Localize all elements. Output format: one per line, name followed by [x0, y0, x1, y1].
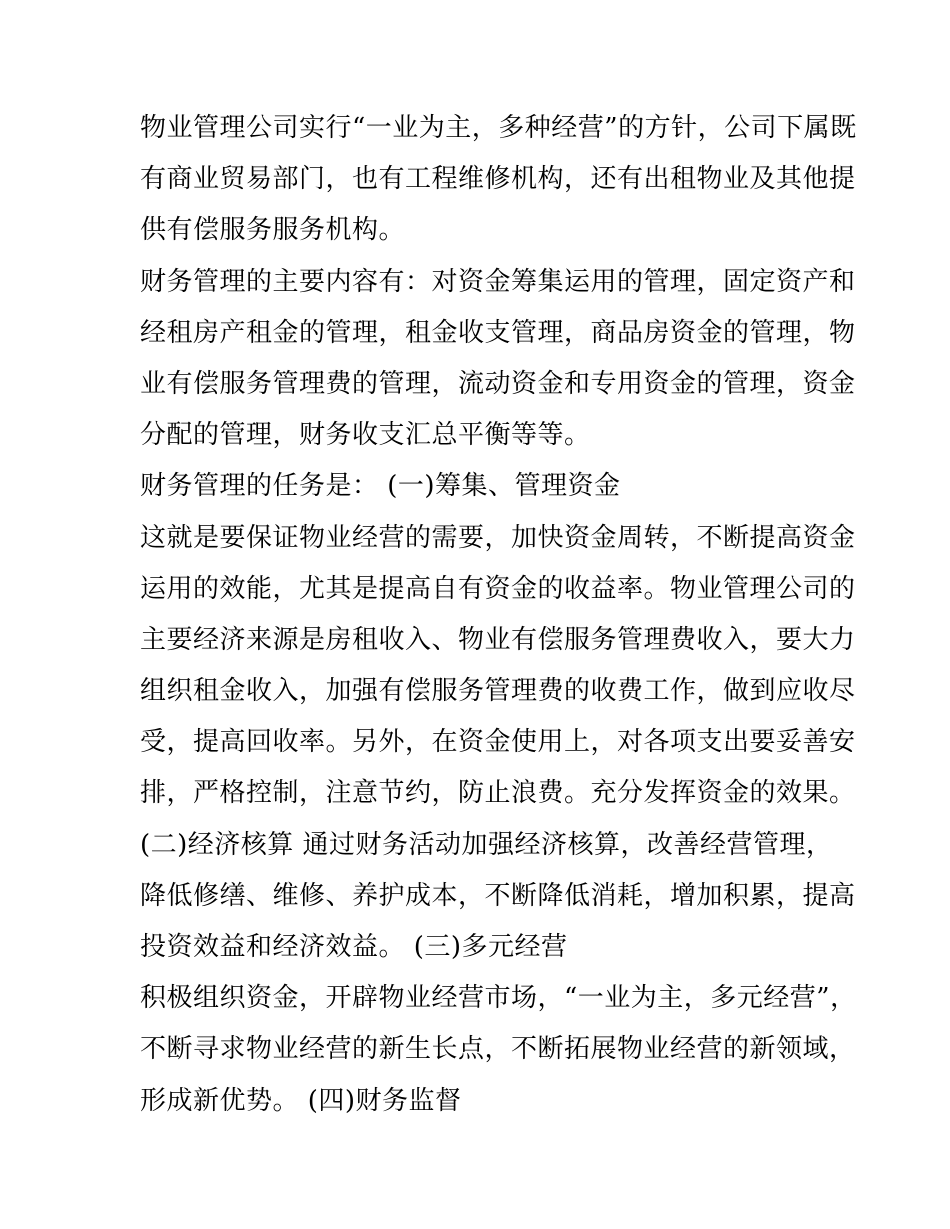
text-line: 经租房产租金的管理，租金收支管理，商品房资金的管理，物 — [140, 317, 856, 348]
document-body — [140, 103, 857, 1127]
text-line: 运用的效能，尤其是提高自有资金的收益率。物业管理公司的 — [140, 573, 856, 604]
text-line: (二)经济核算 通过财务活动加强经济核算，改善经营管理， — [140, 829, 833, 860]
text-line: 不断寻求物业经营的新生长点，不断拓展物业经营的新领域， — [140, 1034, 856, 1065]
text-line: 降低修缮、维修、养护成本，不断降低消耗，增加积累，提高 — [140, 880, 856, 911]
text-line: 有商业贸易部门，也有工程维修机构，还有出租物业及其他提 — [140, 164, 856, 195]
text-line: 供有偿服务服务机构。 — [140, 215, 406, 246]
text-line: 财务管理的主要内容有：对资金筹集运用的管理，固定资产和 — [140, 266, 856, 297]
text-line: 排，严格控制，注意节约，防止浪费。充分发挥资金的效果。 — [140, 778, 856, 809]
text-line: 投资效益和经济效益。 (三)多元经营 — [140, 932, 568, 962]
text-line: 物业管理公司实行“一业为主，多种经营”的方针，公司下属既 — [140, 113, 857, 143]
text-line: 财务管理的任务是： (一)筹集、管理资金 — [140, 471, 621, 502]
text-line: 这就是要保证物业经营的需要，加快资金周转，不断提高资金 — [140, 522, 856, 553]
text-line: 分配的管理，财务收支汇总平衡等等。 — [140, 420, 591, 451]
text-line: 业有偿服务管理费的管理，流动资金和专用资金的管理，资金 — [140, 368, 856, 399]
text-line: 积极组织资金，开辟物业经营市场，“一业为主，多元经营”， — [140, 983, 857, 1014]
text-line: 形成新优势。 (四)财务监督 — [140, 1085, 462, 1116]
text-line: 组织租金收入，加强有偿服务管理费的收费工作，做到应收尽 — [140, 676, 856, 707]
text-line: 主要经济来源是房租收入、物业有偿服务管理费收入，要大力 — [140, 624, 856, 655]
text-line: 受，提高回收率。另外，在资金使用上，对各项支出要妥善安 — [140, 727, 856, 758]
